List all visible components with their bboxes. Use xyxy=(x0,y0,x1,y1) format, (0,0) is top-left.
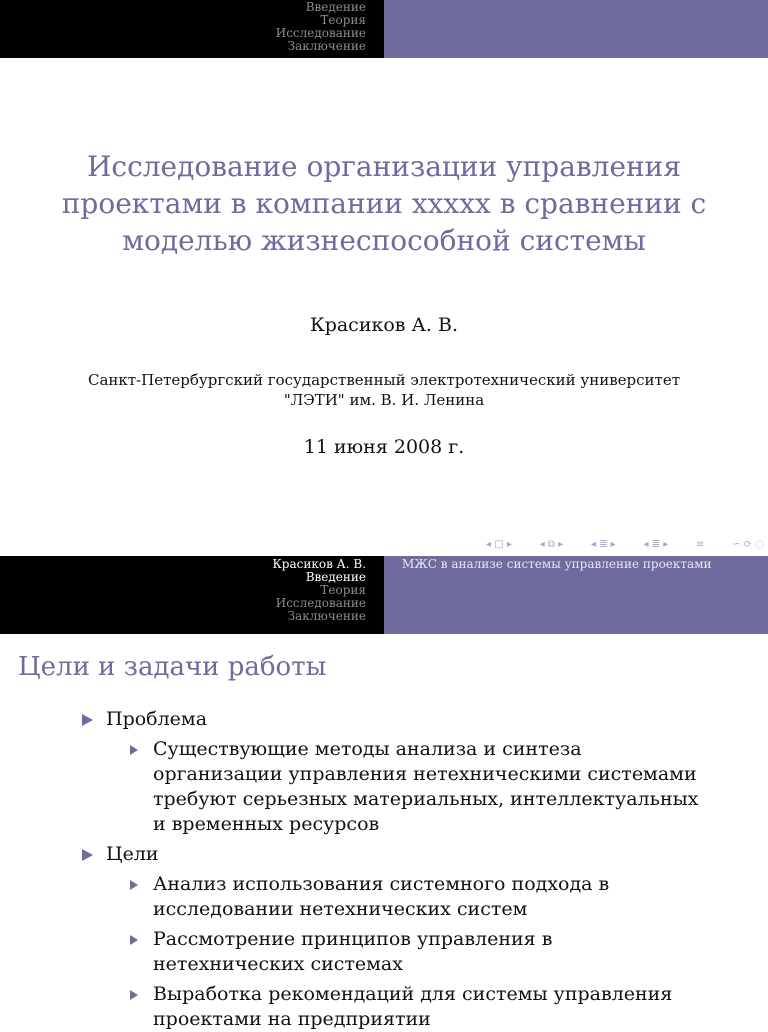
list-item-text: Анализ использования системного подхода в исследовании нетехнических систем xyxy=(153,873,610,920)
sub-list-item xyxy=(0,982,768,1032)
header-author: Красиков А. В. xyxy=(272,557,366,571)
presentation-title xyxy=(40,148,728,259)
list-item xyxy=(0,842,768,867)
sub-list-item xyxy=(0,927,768,977)
bullet-triangle-icon xyxy=(82,714,93,726)
subsection-nav-icon[interactable]: ◂ ⧉ ▸ xyxy=(539,538,564,550)
section-nav xyxy=(0,556,384,634)
title-line: моделью жизнеспособной системы xyxy=(122,224,646,257)
section-link-theory[interactable]: Теория xyxy=(320,13,366,27)
navigation-symbols xyxy=(486,536,764,552)
title-line: Исследование организации управления xyxy=(86,150,681,183)
toc-icon[interactable]: ≡ xyxy=(695,538,705,550)
section-nav-icon[interactable]: ◂ ≣ ▸ xyxy=(590,538,616,550)
slide1-header xyxy=(0,0,768,58)
list-item-text: Рассмотрение принципов управления в нетехнических системах xyxy=(153,928,553,975)
list-item-text: Существующие методы анализа и синтеза организации управления нетехническими системами требуют серьезных материальных, интеллектуальных и временных ресурсов xyxy=(153,738,699,835)
bullet-list xyxy=(0,702,768,1032)
section-link-intro[interactable]: Введение xyxy=(305,570,366,584)
section-link-research[interactable]: Исследование xyxy=(275,596,366,610)
bullet-triangle-icon xyxy=(130,745,138,755)
section-link-conclusion[interactable]: Заключение xyxy=(287,39,366,53)
frame-title: Цели и задачи работы xyxy=(18,652,327,682)
institution-line: Санкт-Петербургский государственный электротехнический университет xyxy=(87,371,681,389)
list-item-text: Выработка рекомендаций для системы управления проектами на предприятии xyxy=(153,983,673,1030)
title-line: проектами в компании ххххх в сравнении с xyxy=(61,187,707,220)
author-name: Красиков А. В. xyxy=(309,314,459,336)
header-bar-right xyxy=(384,0,768,58)
bullet-triangle-icon xyxy=(130,935,138,945)
section-nav xyxy=(0,0,384,58)
frame-nav-icon[interactable]: ◂ □ ▸ xyxy=(486,538,512,550)
section-link-intro[interactable]: Введение xyxy=(305,0,366,14)
header-talk-title: МЖС в анализе системы управление проектами xyxy=(384,556,768,634)
section-link-theory[interactable]: Теория xyxy=(320,583,366,597)
bullet-triangle-icon xyxy=(82,849,93,861)
institution-line: "ЛЭТИ" им. В. И. Ленина xyxy=(283,391,485,409)
bullet-triangle-icon xyxy=(130,880,138,890)
section-link-research[interactable]: Исследование xyxy=(275,26,366,40)
bullet-triangle-icon xyxy=(130,990,138,1000)
document-nav-icon[interactable]: ◂ ≣ ▸ xyxy=(643,538,669,550)
sub-list-item xyxy=(0,737,768,837)
list-item-text: Цели xyxy=(106,843,159,865)
slide2-header xyxy=(0,556,768,634)
institution xyxy=(0,370,768,410)
section-link-conclusion[interactable]: Заключение xyxy=(287,609,366,623)
presentation-date: 11 июня 2008 г. xyxy=(303,436,465,458)
list-item xyxy=(0,707,768,732)
search-back-icon[interactable]: ∽ ⟳ ◌ xyxy=(732,538,764,550)
sub-list-item xyxy=(0,872,768,922)
list-item-text: Проблема xyxy=(106,708,208,730)
